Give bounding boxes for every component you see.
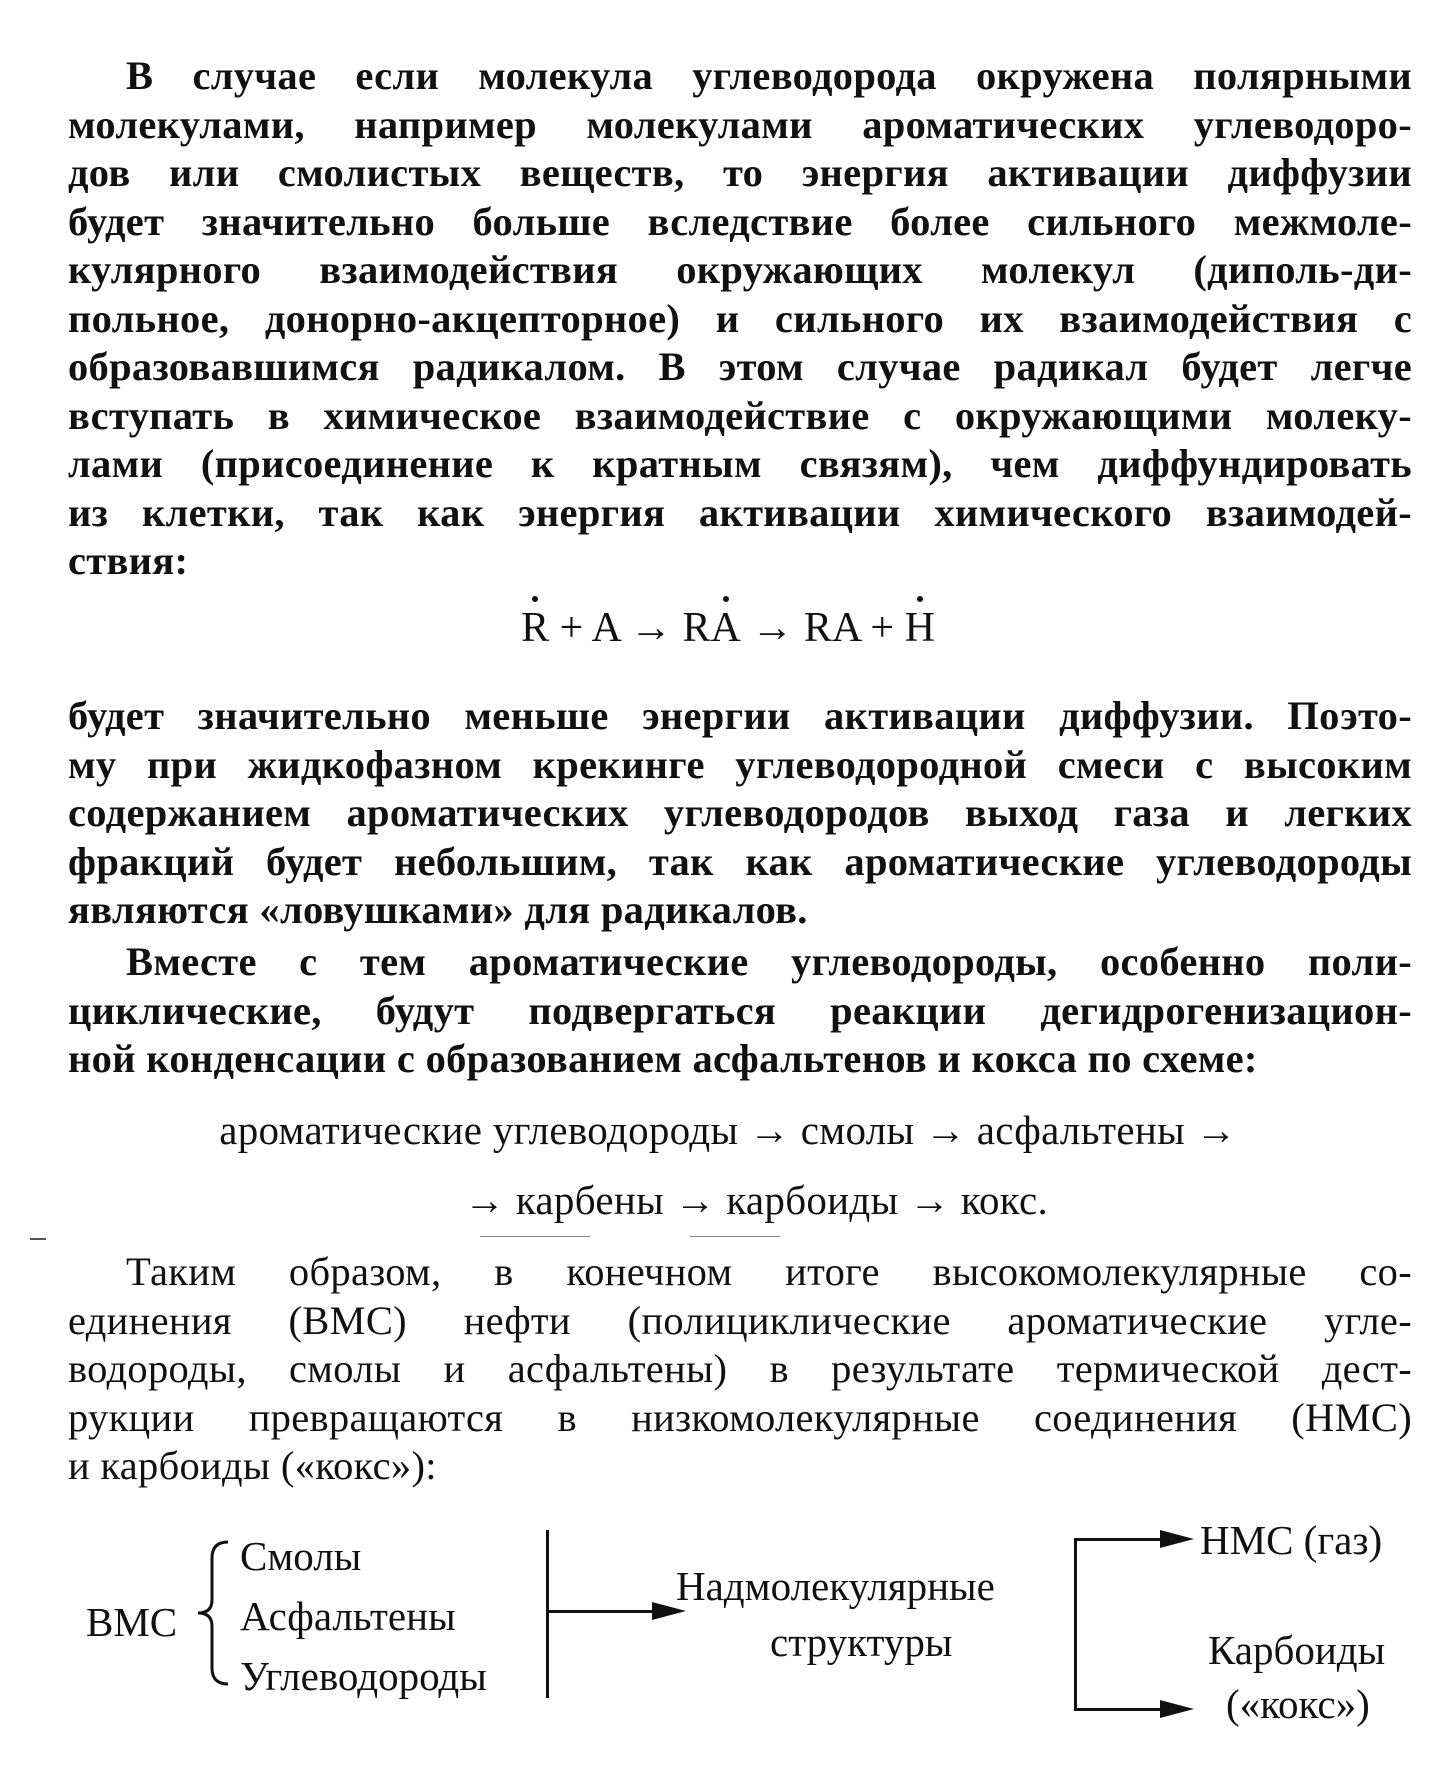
paragraph-diffusion-activation [68, 52, 1412, 586]
curly-brace-icon [192, 1538, 232, 1688]
text-line: являются «ловушками» для радикалов. [68, 887, 808, 932]
scan-mark [690, 1236, 780, 1237]
text-line: В случае если молекула углеводорода окружена полярными [126, 53, 1412, 98]
text-line: вступать в химическое взаимодействие с окружающими молеку- [68, 392, 1412, 438]
text-line: польное, донорно-акцепторное) и сильного их взаимодействия с [68, 295, 1412, 341]
diagram-middle-line-1: Надмолекулярные [676, 1563, 995, 1609]
diagram-arrow-to-middle [548, 1610, 668, 1613]
diagram-output-coke-line-2: («кокс») [1226, 1681, 1370, 1727]
condensation-scheme-line-1: ароматические углеводороды → смолы → асфальтены → [219, 1107, 1237, 1153]
diagram-output-coke-line-1: Карбоиды [1208, 1627, 1386, 1673]
formula-radical-r: R [521, 605, 550, 651]
text-line: фракций будет небольшим, так как ароматические углеводороды [68, 838, 1412, 884]
text-line: будет значительно меньше энергии активации диффузии. Поэто- [68, 693, 1412, 738]
formula-radical-h: H [904, 605, 935, 651]
text-line: будет значительно больше вследствие более сильного межмоле- [68, 198, 1412, 244]
formula-plus-a: + A [559, 605, 620, 651]
diagram-component-hydrocarbons: Углеводороды [240, 1653, 487, 1699]
paragraph-liquid-phase-cracking [68, 692, 1412, 935]
text-line: ной конденсации с образованием асфальтенов и кокса по схеме: [68, 1036, 1258, 1081]
text-line: рукции превращаются в низкомолекулярные соединения (НМС) [68, 1394, 1412, 1440]
text-line: лами (присоединение к кратным связям), чем диффундировать [68, 441, 1412, 486]
text-line: содержанием ароматических углеводородов выход газа и легких [68, 790, 1412, 835]
radical-reaction-formula [0, 604, 1456, 652]
text-line: из клетки, так как энергия активации химического взаимодей- [68, 489, 1412, 535]
text-line: дов или смолистых веществ, то энергия активации диффузии [68, 150, 1412, 195]
arrow-right-icon [1160, 1700, 1194, 1718]
formula-ra-a-radical: A [710, 605, 741, 651]
diagram-source-vms: ВМС [86, 1599, 178, 1645]
formula-arrow-2: → [751, 605, 794, 651]
formula-ra [682, 605, 740, 651]
formula-arrow-1: → [629, 605, 672, 651]
text-line: Вместе с тем ароматические углеводороды, особенно поли- [126, 939, 1412, 984]
text-line: образовавшимся радикалом. В этом случае радикал будет легче [68, 344, 1412, 389]
condensation-scheme-line-2: → карбены → карбоиды → кокс. [463, 1177, 1049, 1223]
diagram-middle-line-2: структуры [770, 1619, 953, 1665]
paragraph-conclusion [68, 1248, 1412, 1491]
text-line: водороды, смолы и асфальтены) в результате термической дест- [68, 1346, 1412, 1391]
diagram-right-bar [1074, 1538, 1077, 1710]
diagram-branch-top [1074, 1538, 1172, 1541]
text-line: му при жидкофазном крекинге углеводородной смеси с высоким [68, 741, 1412, 787]
diagram-component-resins: Смолы [240, 1533, 362, 1579]
scan-mark [30, 1238, 46, 1240]
formula-ra-product: RA [803, 605, 860, 651]
text-line: и карбоиды («кокс»): [68, 1443, 437, 1488]
formula-ra-r: R [682, 605, 711, 651]
scan-mark [480, 1236, 590, 1237]
diagram-component-asphaltenes: Асфальтены [240, 1593, 456, 1639]
formula-plus-2: + [870, 605, 895, 651]
text-line: циклические, будут подвергаться реакции дегидрогенизацион- [68, 987, 1412, 1033]
arrow-right-icon [1160, 1530, 1194, 1548]
text-line: кулярного взаимодействия окружающих молекул (диполь-ди- [68, 247, 1412, 292]
diagram-output-gas: НМС (газ) [1200, 1517, 1383, 1563]
paragraph-condensation [68, 938, 1412, 1084]
diagram-left-bar [546, 1530, 549, 1698]
text-line: ствия: [68, 538, 189, 583]
transformation-diagram [0, 1510, 1456, 1760]
text-line: молекулами, например молекулами ароматических углеводоро- [68, 101, 1412, 147]
text-line: Таким образом, в конечном итоге высокомолекулярные со- [126, 1249, 1412, 1294]
text-line: единения (ВМС) нефти (полициклические ароматические угле- [68, 1297, 1412, 1343]
diagram-branch-bottom [1074, 1708, 1172, 1711]
